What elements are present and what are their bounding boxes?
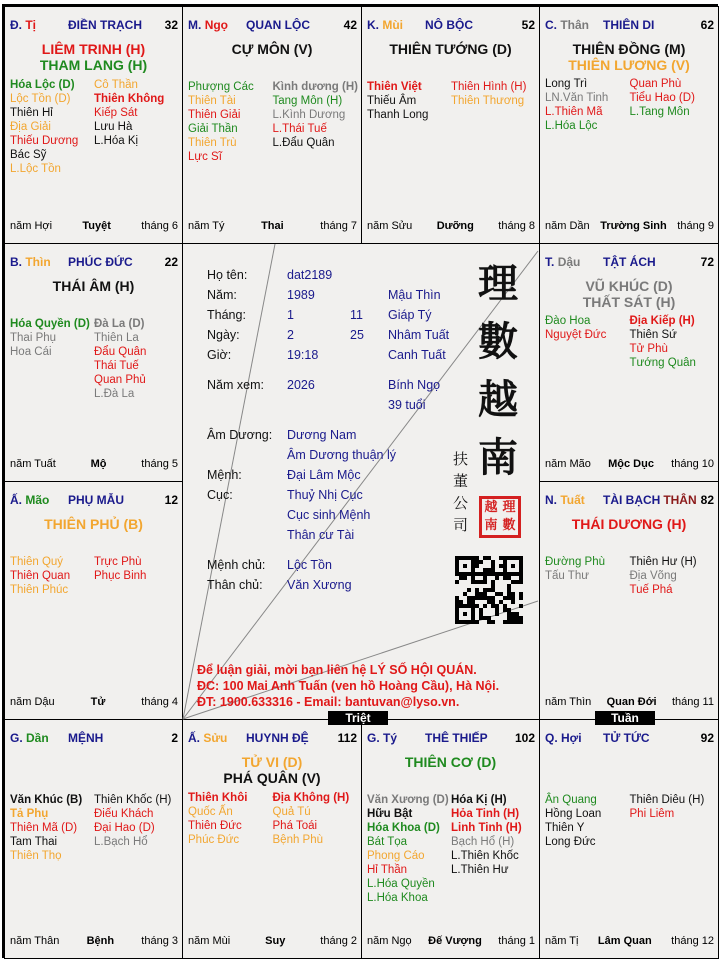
year-label: năm Mùi	[188, 935, 231, 947]
heavenly-stem: Ấ.	[10, 493, 22, 507]
year-label: năm Tý	[188, 220, 225, 232]
info-label: Họ tên:	[207, 268, 248, 282]
minor-star: Thiên Sứ	[629, 329, 677, 341]
calligraphy-small-char: 公	[453, 494, 469, 512]
year-label: năm Sửu	[367, 220, 413, 232]
palace-name: PHÚC ĐỨC	[68, 255, 133, 269]
info-label: Năm xem:	[207, 378, 264, 392]
minor-star: Tả Phụ	[10, 808, 49, 820]
minor-star: Thái Tuế	[94, 360, 139, 372]
minor-star: Tử Phù	[629, 343, 668, 355]
month-label: tháng 12	[671, 935, 714, 947]
minor-star: Địa Kiếp (H)	[629, 315, 695, 327]
palace-age: 102	[514, 731, 535, 745]
minor-star: Thiên Quan	[10, 570, 71, 582]
heavenly-stem: C.	[545, 18, 557, 32]
palace-name: THIÊN DI	[603, 18, 655, 32]
minor-star: Địa Giải	[10, 121, 51, 133]
earthly-branch: Dần	[26, 731, 49, 745]
minor-star: Quan Phù	[629, 78, 682, 90]
minor-star: Thiên Thọ	[10, 850, 62, 862]
minor-star: Quan Phủ	[94, 374, 146, 386]
info-value: dat2189	[287, 268, 333, 282]
minor-star: Thiên Đức	[188, 820, 242, 832]
minor-star: Tam Thai	[10, 836, 58, 848]
year-label: năm Thìn	[545, 696, 592, 708]
palace-age: 62	[700, 18, 714, 32]
info-value-canchi: Canh Tuất	[388, 348, 446, 362]
minor-star: Đào Hoa	[545, 315, 591, 327]
palace-age: 82	[700, 493, 714, 507]
seal-char: 數	[502, 518, 516, 533]
earthly-branch: Dậu	[557, 255, 581, 269]
heavenly-stem: G.	[10, 731, 23, 745]
minor-star: Bệnh Phù	[272, 834, 324, 846]
heavenly-stem: Ấ.	[188, 731, 200, 745]
minor-star: Phi Liêm	[629, 808, 675, 820]
minor-star: Tang Môn (H)	[272, 95, 343, 107]
minor-star: Phúc Đức	[188, 834, 240, 846]
seal-char: 越	[484, 500, 498, 515]
main-star: THÁI DƯƠNG (H)	[571, 516, 687, 532]
month-label: tháng 8	[498, 220, 535, 232]
info-label: Mệnh:	[207, 468, 242, 482]
tu-vi-chart	[2, 4, 718, 958]
info-value: 1989	[287, 288, 315, 302]
info-value: Lộc Tồn	[287, 558, 332, 572]
palace-name: QUAN LỘC	[246, 18, 310, 32]
earthly-branch: Mùi	[382, 18, 404, 32]
palace-age: 42	[343, 18, 357, 32]
calligraphy-char: 數	[478, 318, 518, 365]
main-star: PHÁ QUÂN (V)	[223, 770, 321, 786]
minor-star: Thiên Việt	[367, 81, 422, 93]
heavenly-stem: N.	[545, 493, 557, 507]
palace-name: HUYNH ĐỆ	[246, 731, 309, 745]
info-value: Đại Lâm Mộc	[287, 468, 361, 482]
heavenly-stem: Q.	[545, 731, 558, 745]
life-stage: Suy	[265, 935, 286, 947]
minor-star: Thiên Không	[94, 93, 165, 105]
palace-age: 92	[700, 731, 714, 745]
minor-star: Thiên Thương	[451, 95, 525, 107]
info-label: Giờ:	[207, 348, 232, 362]
minor-star: Đại Hao (D)	[94, 822, 155, 834]
minor-star: Tướng Quân	[629, 357, 696, 369]
life-stage: Tuyệt	[82, 220, 111, 232]
qr-code[interactable]	[455, 556, 523, 624]
info-label: Tháng:	[207, 308, 246, 322]
minor-star: Thai Phụ	[10, 332, 57, 344]
minor-star: L.Hóa Quyền	[367, 878, 435, 890]
minor-star: L.Tang Môn	[629, 106, 690, 118]
minor-star: Địa Võng	[629, 570, 677, 582]
calligraphy-char: 越	[478, 376, 518, 423]
minor-star: Hóa Kị (H)	[451, 794, 507, 806]
earthly-branch: Sửu	[203, 731, 228, 745]
main-star: THIÊN PHỦ (B)	[44, 516, 143, 532]
minor-star: Trực Phù	[94, 556, 142, 568]
earthly-branch: Ngọ	[204, 18, 229, 32]
palace-name: ĐIỀN TRẠCH	[68, 18, 142, 32]
minor-star: Quả Tú	[272, 806, 311, 818]
month-label: tháng 2	[320, 935, 357, 947]
heavenly-stem: G.	[367, 731, 380, 745]
palace-name: TÀI BẠCH	[603, 493, 661, 507]
minor-star: Văn Xương (D)	[367, 794, 449, 806]
info-value-lunar: 11	[350, 308, 363, 322]
minor-star: Hóa Khoa (D)	[367, 822, 440, 834]
info-label: Âm Dương:	[207, 428, 273, 442]
month-label: tháng 11	[671, 696, 714, 708]
calligraphy-small-char: 董	[453, 472, 469, 490]
palace-name: TỬ TỨC	[603, 731, 650, 745]
main-star: THIÊN LƯƠNG (V)	[568, 57, 690, 73]
main-star: THIÊN CƠ (D)	[404, 754, 497, 770]
month-label: tháng 6	[141, 220, 178, 232]
minor-star: LN.Văn Tinh	[545, 92, 609, 104]
info-value-lunar: 25	[350, 328, 364, 342]
minor-star: Thiên Tài	[188, 95, 236, 107]
main-star: VŨ KHÚC (D)	[585, 278, 673, 294]
earthly-branch: Tý	[383, 731, 398, 745]
minor-star: Lực Sĩ	[188, 151, 222, 163]
minor-star: Thiên La	[94, 332, 139, 344]
than-marker: THÂN	[663, 493, 697, 507]
earthly-branch: Mão	[25, 493, 50, 507]
palace-name: MỆNH	[68, 731, 104, 745]
minor-star: Bạch Hổ (H)	[451, 836, 515, 848]
life-stage: Mộc Dục	[608, 458, 654, 470]
life-stage: Đế Vượng	[428, 935, 482, 947]
red-seal-logo	[479, 496, 521, 538]
minor-star: Đường Phù	[545, 556, 605, 568]
month-label: tháng 9	[677, 220, 714, 232]
life-stage: Mộ	[90, 458, 107, 470]
life-stage: Bệnh	[86, 935, 115, 947]
info-label: Ngày:	[207, 328, 240, 342]
minor-star: Thiên Mã (D)	[10, 822, 78, 834]
heavenly-stem: K.	[367, 18, 379, 32]
main-star: LIÊM TRINH (H)	[41, 41, 146, 57]
life-stage: Quan Đới	[606, 696, 657, 708]
minor-star: Thiên Khốc (H)	[94, 794, 172, 806]
info-value: Dương Nam	[287, 428, 357, 442]
info-value: Văn Xương	[287, 578, 352, 592]
info-label: Mệnh chủ:	[207, 558, 266, 572]
info-value: 2	[287, 328, 294, 342]
heavenly-stem: B.	[10, 255, 22, 269]
minor-star: L.Thiên Hư	[451, 864, 509, 876]
minor-star: L.Kình Dương	[272, 109, 346, 121]
minor-star: Nguyệt Đức	[545, 329, 607, 341]
month-label: tháng 3	[141, 935, 178, 947]
info-value-canchi: Giáp Tý	[388, 308, 432, 322]
life-stage: Tử	[90, 696, 106, 708]
minor-star: Đà La (D)	[94, 318, 145, 330]
seal-char: 南	[484, 518, 498, 533]
minor-star: L.Thiên Mã	[545, 106, 603, 118]
year-label: năm Dần	[545, 220, 590, 232]
minor-star: Hỏa Tinh (H)	[451, 808, 520, 820]
info-value-canchi: Bính Ngọ	[388, 378, 441, 392]
triet-marker: Triệt	[328, 711, 388, 725]
info-value: Thuỷ Nhị Cục	[287, 488, 363, 502]
minor-star: L.Hóa Lộc	[545, 120, 598, 132]
earthly-branch: Hợi	[561, 731, 582, 745]
minor-star: Hỉ Thần	[367, 864, 408, 876]
month-label: tháng 7	[320, 220, 357, 232]
calligraphy-char: 南	[478, 434, 518, 481]
info-value: 19:18	[287, 348, 319, 362]
minor-star: Hồng Loan	[545, 808, 602, 820]
minor-star: Thiên Hình (H)	[451, 81, 527, 93]
info-value: Cục sinh Mệnh	[287, 508, 371, 522]
minor-star: Bát Tọa	[367, 836, 408, 848]
minor-star: L.Đà La	[94, 388, 135, 400]
minor-star: Long Trì	[545, 78, 588, 90]
info-label: Năm:	[207, 288, 237, 302]
year-label: năm Thân	[10, 935, 60, 947]
minor-star: Phục Binh	[94, 570, 147, 582]
month-label: tháng 5	[141, 458, 178, 470]
minor-star: L.Đẩu Quân	[272, 137, 335, 149]
minor-star: Thiên Trù	[188, 137, 237, 149]
palace-age: 22	[164, 255, 178, 269]
year-label: năm Ngọ	[367, 935, 412, 947]
info-value: 1	[287, 308, 294, 322]
minor-star: Văn Khúc (B)	[10, 794, 83, 806]
month-label: tháng 1	[498, 935, 535, 947]
minor-star: Phong Cáo	[367, 850, 425, 862]
minor-star: Thiên Hỉ	[10, 107, 53, 119]
palace-age: 52	[521, 18, 535, 32]
palace-age: 12	[164, 493, 178, 507]
minor-star: Tấu Thư	[545, 570, 589, 582]
minor-star: Đẩu Quân	[94, 346, 147, 358]
minor-star: Thiếu Dương	[10, 135, 79, 147]
minor-star: Thiếu Âm	[367, 95, 417, 107]
life-stage: Lâm Quan	[597, 935, 652, 947]
main-star: TỬ VI (D)	[241, 754, 303, 770]
palace-age: 2	[171, 731, 178, 745]
main-star: THÁI ÂM (H)	[52, 278, 135, 294]
main-star: CỰ MÔN (V)	[231, 41, 313, 57]
minor-star: L.Bạch Hổ	[94, 836, 148, 848]
info-value-canchi: Nhâm Tuất	[388, 328, 450, 342]
minor-star: Phượng Các	[188, 81, 254, 93]
minor-star: Quốc Ấn	[188, 806, 233, 818]
info-value-canchi: 39 tuổi	[388, 398, 426, 412]
palace-name: TẬT ÁCH	[603, 255, 656, 269]
minor-star: Hoa Cái	[10, 346, 52, 358]
heavenly-stem: T.	[545, 255, 555, 269]
contact-line: Để luận giải, mời bạn liên hệ LÝ SỐ HỘI QUÁN.	[197, 663, 477, 677]
minor-star: Hóa Lộc (D)	[10, 79, 75, 91]
minor-star: Lộc Tồn (D)	[10, 93, 71, 105]
minor-star: Phá Toái	[272, 820, 318, 832]
palace-age: 32	[164, 18, 178, 32]
palace-name: NÔ BỘC	[425, 18, 473, 32]
contact-line: ĐT: 1900.633316 - Email: bantuvan@lyso.vn.	[197, 695, 460, 709]
life-stage: Thai	[261, 220, 284, 232]
year-label: năm Dậu	[10, 696, 55, 708]
minor-star: Linh Tinh (H)	[451, 822, 522, 834]
minor-star: Giải Thần	[188, 123, 238, 135]
contact-line: ĐC: 100 Mai Anh Tuấn (ven hồ Hoàng Cầu), Hà Nội.	[197, 679, 500, 693]
minor-star: Kình dương (H)	[272, 81, 358, 93]
minor-star: Lưu Hà	[94, 121, 133, 133]
minor-star: Tuế Phá	[629, 584, 673, 596]
month-label: tháng 10	[671, 458, 714, 470]
main-star: THIÊN ĐỒNG (M)	[572, 41, 686, 57]
calligraphy-small-char: 扶	[453, 450, 469, 468]
year-label: năm Mão	[545, 458, 591, 470]
main-star: THAM LANG (H)	[39, 57, 148, 73]
palace-age: 72	[700, 255, 714, 269]
minor-star: Hữu Bật	[367, 808, 413, 820]
minor-star: L.Thái Tuế	[272, 123, 327, 135]
minor-star: L.Hóa Kị	[94, 135, 139, 147]
year-label: năm Hợi	[10, 220, 53, 232]
minor-star: Ân Quang	[545, 794, 597, 806]
heavenly-stem: Đ.	[10, 18, 22, 32]
main-star: THIÊN TƯỚNG (D)	[389, 41, 512, 57]
minor-star: Thanh Long	[367, 109, 429, 121]
minor-star: Thiên Phúc	[10, 584, 69, 596]
minor-star: Cô Thần	[94, 79, 138, 91]
minor-star: Thiên Y	[545, 822, 585, 834]
info-value: Âm Dương thuận lý	[287, 448, 396, 462]
minor-star: Bác Sỹ	[10, 149, 47, 161]
year-label: năm Tị	[545, 935, 579, 947]
minor-star: L.Thiên Khốc	[451, 850, 519, 862]
seal-char: 理	[502, 500, 516, 515]
minor-star: Kiếp Sát	[94, 107, 138, 119]
earthly-branch: Tị	[25, 18, 37, 32]
minor-star: Thiên Khôi	[188, 792, 248, 804]
palace-name: THÊ THIẾP	[425, 731, 488, 745]
month-label: tháng 4	[141, 696, 178, 708]
earthly-branch: Thân	[560, 18, 590, 32]
minor-star: Thiên Diêu (H)	[629, 794, 705, 806]
minor-star: Hóa Quyền (D)	[10, 318, 90, 330]
palace-name: PHỤ MẪU	[68, 493, 124, 507]
heavenly-stem: M.	[188, 18, 202, 32]
info-value-canchi: Mậu Thìn	[388, 288, 441, 302]
life-stage: Dưỡng	[436, 220, 474, 232]
info-label: Cục:	[207, 488, 233, 502]
info-label: Thân chủ:	[207, 578, 263, 592]
minor-star: Tiểu Hao (D)	[629, 92, 695, 104]
minor-star: Thiên Giải	[188, 109, 241, 121]
center-info-panel	[185, 248, 542, 724]
year-label: năm Tuất	[10, 458, 56, 470]
earthly-branch: Tuất	[560, 493, 585, 507]
palace-age: 112	[337, 731, 357, 745]
minor-star: L.Hóa Khoa	[367, 892, 428, 904]
minor-star: Thiên Quý	[10, 556, 64, 568]
calligraphy-small-char: 司	[453, 516, 469, 534]
minor-star: Điếu Khách	[94, 808, 154, 820]
minor-star: Thiên Hư (H)	[629, 556, 697, 568]
calligraphy-char: 理	[478, 260, 518, 307]
life-stage: Trường Sinh	[600, 220, 667, 232]
minor-star: L.Lộc Tồn	[10, 163, 61, 175]
minor-star: Long Đức	[545, 836, 596, 848]
earthly-branch: Thìn	[25, 255, 51, 269]
tuan-marker: Tuần	[595, 711, 655, 725]
main-star: THẤT SÁT (H)	[582, 294, 676, 310]
info-value: Thân cư Tài	[287, 528, 355, 542]
info-value: 2026	[287, 378, 315, 392]
minor-star: Địa Không (H)	[272, 792, 350, 804]
